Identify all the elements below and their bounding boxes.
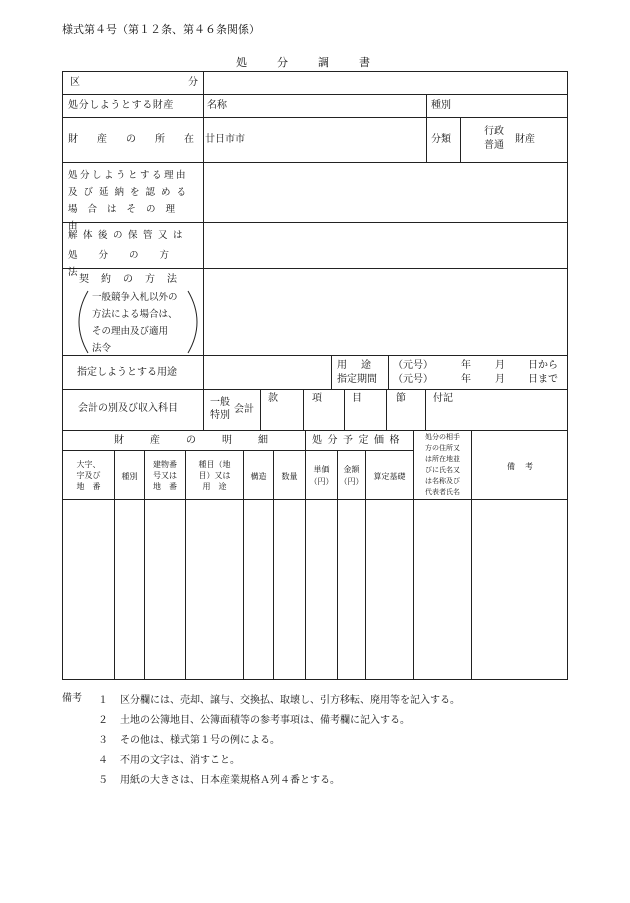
col-aza-1: 大字、 (76, 460, 101, 469)
kan-label: 款 (268, 393, 278, 404)
col-tatemono-1: 建物番 (153, 460, 177, 469)
note-item (98, 711, 460, 731)
detail-body[interactable] (63, 500, 567, 679)
note-num: １ (98, 695, 108, 706)
hi-made: 日まで (528, 374, 558, 385)
kakaku-header: 処分予定価格 (312, 435, 405, 446)
riyu-label (68, 167, 200, 235)
note-text: 不用の文字は、消すこと。 (120, 755, 240, 766)
bikou-col-header: 備考 (507, 462, 543, 471)
col-kingaku-1: 金額 (343, 465, 360, 474)
gengo-from: （元号） (393, 360, 433, 371)
keiyaku-note (92, 289, 178, 357)
note-num: ３ (98, 735, 108, 746)
note-text: 用紙の大きさは、日本産業規格Ａ列４番とする。 (120, 775, 340, 786)
riyu-line-2: 及び延納を認める (68, 187, 193, 198)
col-aza (63, 459, 114, 492)
col-shumoku (186, 459, 243, 492)
gyosei-option[interactable]: 行政 (484, 126, 504, 137)
tsuki-from: 月 (495, 360, 505, 371)
kaikei-label: 会計の別及び収入科目 (78, 403, 178, 414)
col-tanka (306, 464, 337, 488)
shobun-zaisan-label: 処分しようとする財産 (68, 100, 174, 111)
note-item (98, 751, 460, 771)
note-num: ５ (98, 775, 108, 786)
meisho-label: 名称 (207, 100, 227, 111)
tsuki-to: 月 (495, 374, 505, 385)
keiyaku-note-4: 法令 (92, 343, 112, 354)
col-kingaku-2: （円） (339, 477, 364, 486)
meisai-header: 財産の明細 (114, 435, 294, 446)
setsu-label: 節 (396, 393, 406, 404)
col-shumoku-1: 種目（地 (198, 460, 231, 469)
col-aza-3: 地 番 (76, 482, 101, 491)
nen-to: 年 (461, 374, 471, 385)
aite-line-2: 方の住所又 (425, 444, 460, 452)
keiyaku-field[interactable] (204, 269, 567, 355)
aite-header (414, 432, 471, 498)
kaitai-field[interactable] (204, 223, 567, 268)
ko-label: 項 (312, 393, 322, 404)
fuki-label: 付記 (433, 393, 453, 404)
nen-from: 年 (461, 360, 471, 371)
notes-list (98, 691, 460, 791)
keiyaku-note-3: その理由及び適用 (92, 326, 169, 337)
shubetsu-field[interactable] (460, 95, 567, 117)
col-santei: 算定基礎 (373, 472, 406, 481)
riyu-line-3: 場合はその理由 (68, 204, 186, 232)
gengo-to: （元号） (393, 374, 433, 385)
keiyaku-note-1: 一般競争入札以外の (92, 292, 178, 303)
note-text: その他は、様式第１号の例による。 (120, 735, 280, 746)
page-title: 処分調書 (236, 56, 400, 69)
kaikei-word: 会計 (234, 404, 254, 415)
col-aza-2: 字及び (76, 471, 101, 480)
riyu-field[interactable] (204, 163, 567, 222)
aite-line-5: は名称及び (425, 477, 460, 485)
aite-line-1: 処分の相手 (425, 433, 460, 441)
note-text: 土地の公簿地目、公簿面積等の参考事項は、備考欄に記入する。 (120, 715, 410, 726)
kubun-label-text: 区分 (70, 77, 306, 88)
col-shubetsu: 種別 (121, 472, 138, 481)
col-suryo: 数量 (281, 472, 298, 481)
note-item (98, 691, 460, 711)
kubun-label (70, 77, 306, 88)
shitei-kikan-label: 指定期間 (337, 374, 377, 385)
aite-line-4: びに氏名又 (425, 466, 460, 474)
form-id: 様式第４号（第１２条、第４６条関係） (62, 23, 260, 36)
shubetsu-label: 種別 (431, 100, 451, 111)
kaitai-line-2: 処分の方法 (68, 250, 191, 278)
col-tanka-2: （円） (309, 477, 334, 486)
kubun-field[interactable] (204, 72, 567, 94)
col-shumoku-3: 用 途 (202, 482, 227, 491)
bunrui-label: 分類 (431, 134, 451, 145)
keiyaku-label: 契約の方法 (79, 274, 189, 285)
zaisan-word: 財産 (515, 134, 535, 145)
note-text: 区分欄には、売却、譲与、交換払、取壊し、引方移転、廃用等を記入する。 (120, 695, 460, 706)
moku-label: 目 (352, 393, 362, 404)
col-kozo: 構造 (250, 472, 267, 481)
zaisan-shozai-label: 財産の所在 (68, 134, 213, 145)
notes-label: 備考 (62, 693, 82, 704)
kaitai-label (68, 227, 200, 281)
tokubetsu-option[interactable]: 特別 (210, 410, 230, 421)
shozai-value: 廿日市市 (205, 134, 245, 145)
col-tatemono-3: 地 番 (153, 482, 177, 491)
meisho-field[interactable] (236, 95, 426, 117)
col-kingaku (338, 464, 365, 488)
col-tanka-1: 単価 (313, 465, 330, 474)
yoto-label: 用途 (337, 360, 385, 371)
note-num: ４ (98, 755, 108, 766)
shitei-yoto-field[interactable] (204, 356, 331, 389)
ippan-option[interactable]: 一般 (210, 397, 230, 408)
kaitai-line-1: 解体後の保管又は (68, 230, 189, 241)
note-item (98, 731, 460, 751)
col-shumoku-2: 目）又は (198, 471, 231, 480)
riyu-line-1: 処分しようとする理由 (68, 170, 189, 181)
note-num: ２ (98, 715, 108, 726)
hi-kara: 日から (528, 360, 558, 371)
aite-line-3: は所在地並 (425, 455, 460, 463)
col-tatemono-2: 号又は (153, 471, 177, 480)
note-item (98, 771, 460, 791)
keiyaku-note-2: 方法による場合は、 (92, 309, 178, 320)
shitei-yoto-label: 指定しようとする用途 (77, 367, 177, 378)
col-tatemono (145, 459, 185, 492)
futsu-option[interactable]: 普通 (484, 140, 504, 151)
aite-line-6: 代表者氏名 (425, 488, 460, 496)
